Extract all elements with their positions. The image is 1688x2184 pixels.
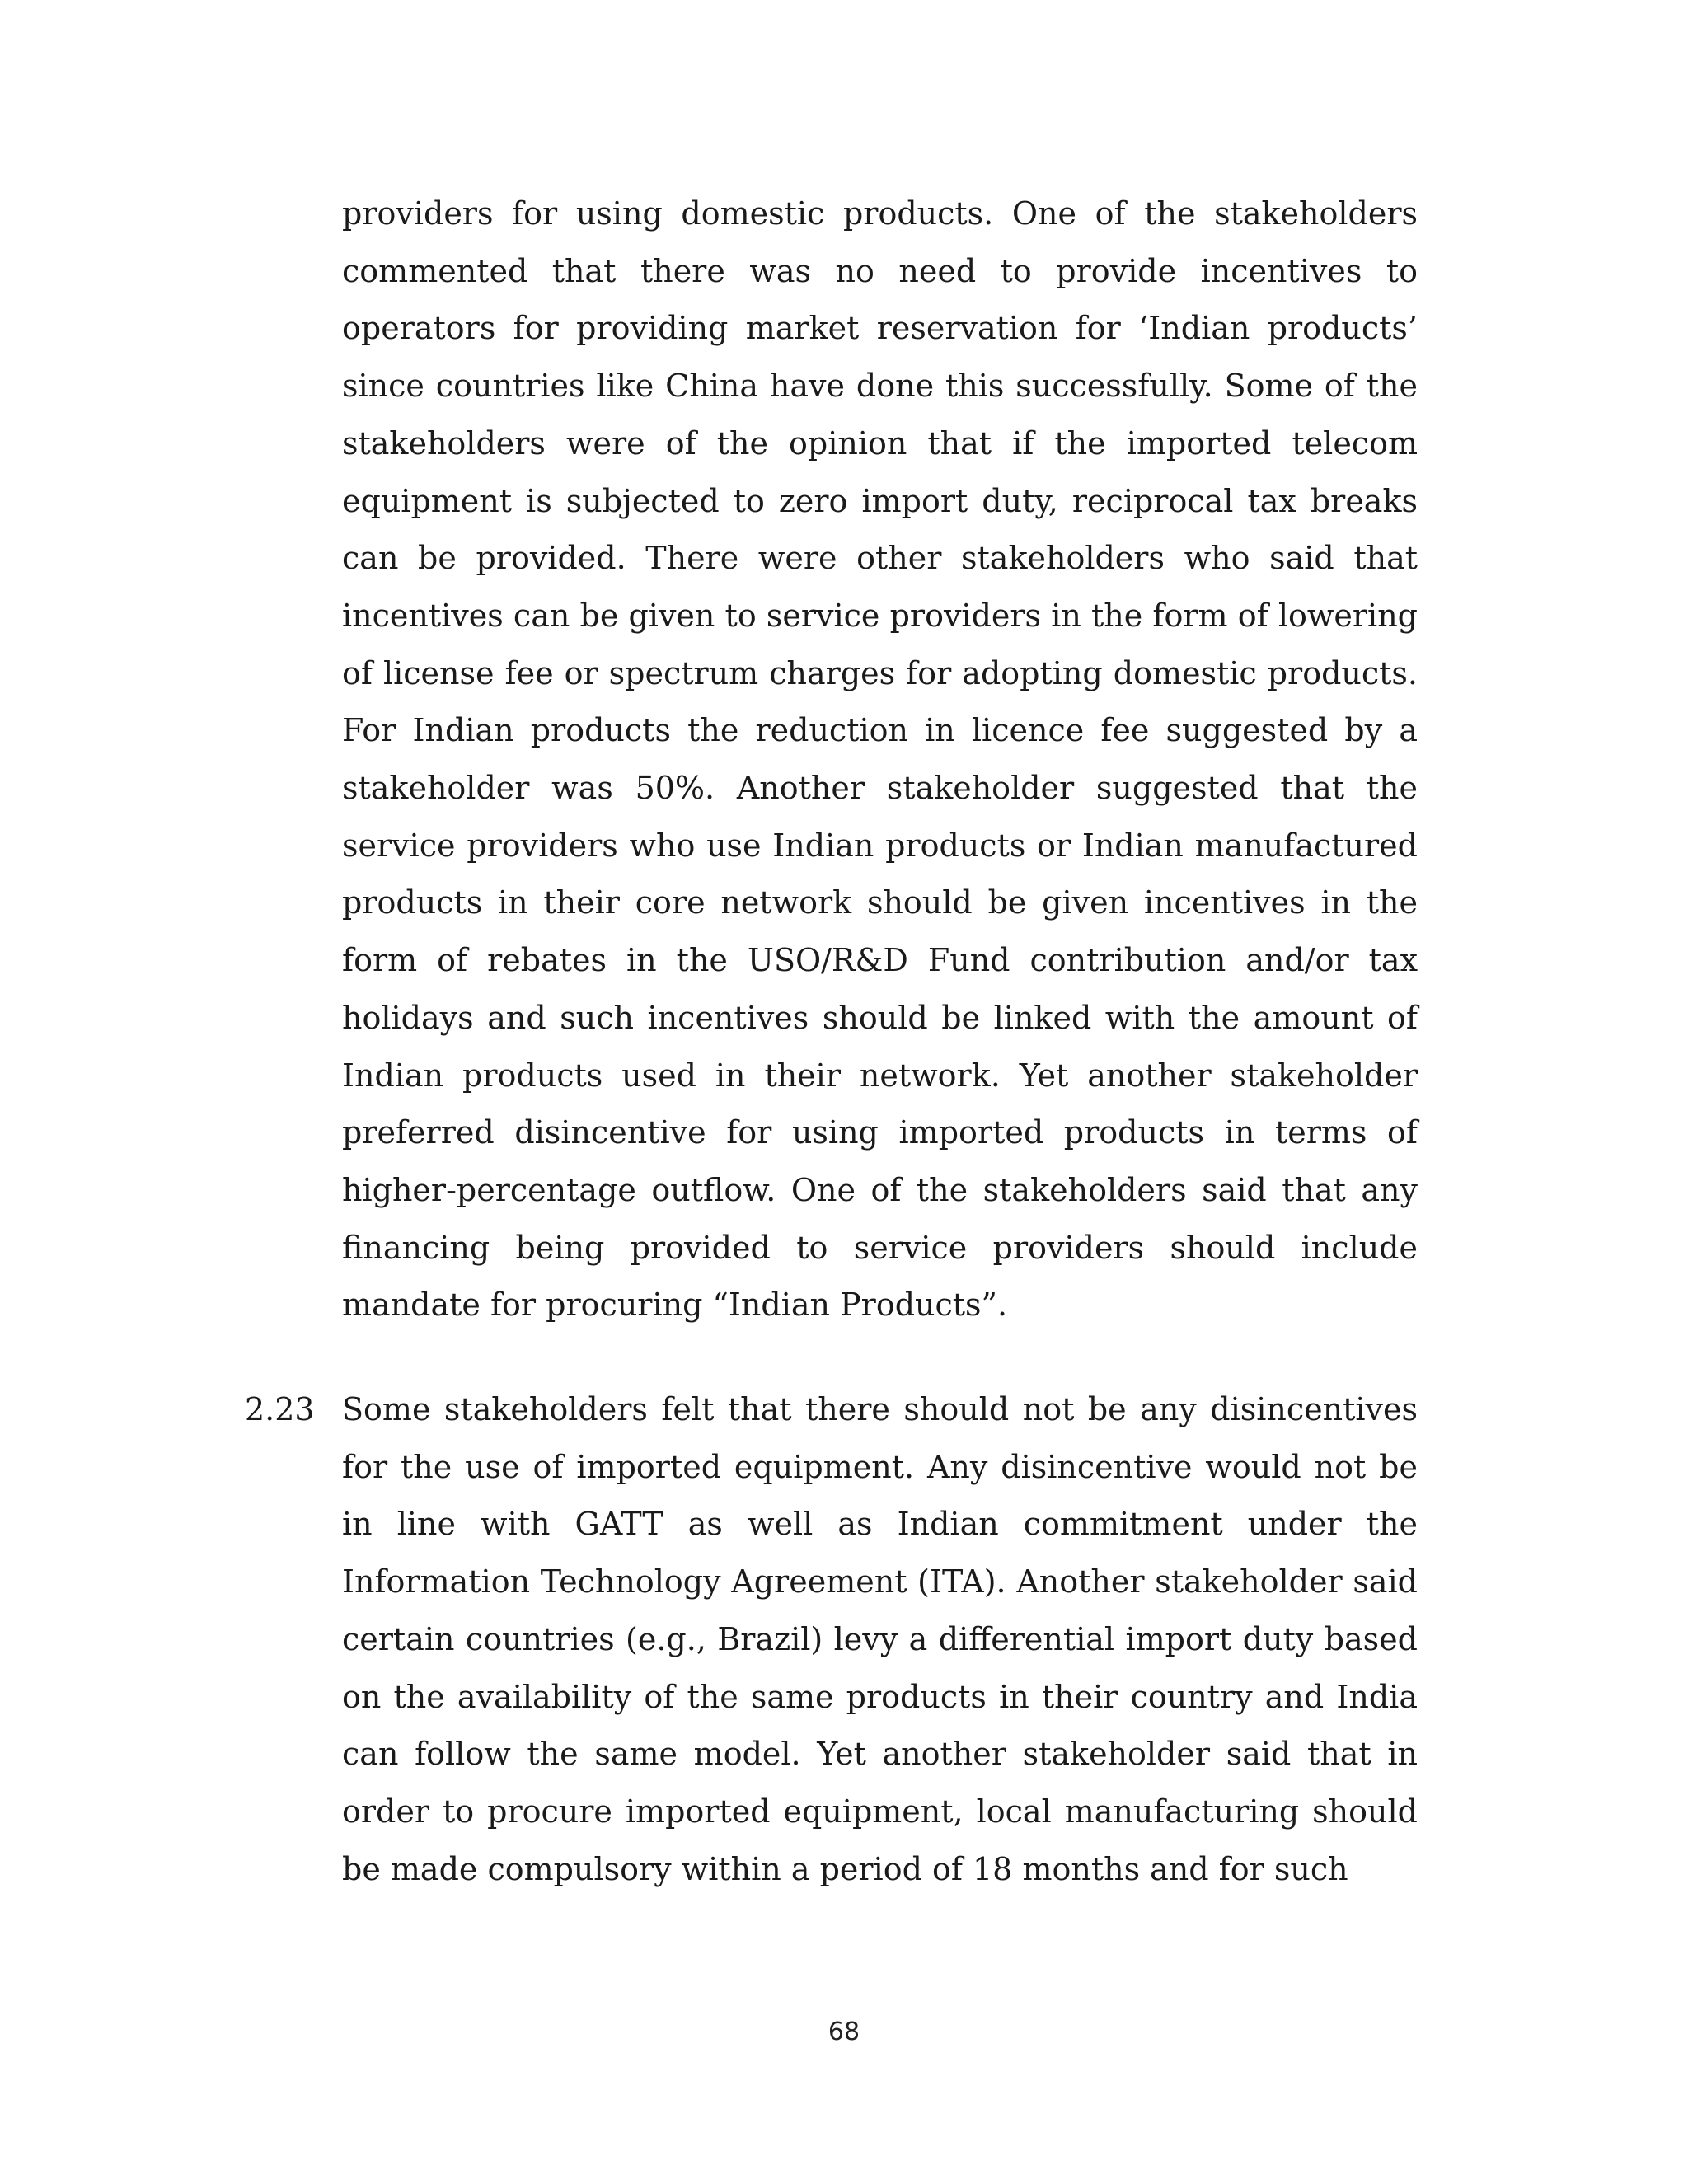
paragraph-2-23: Some stakeholders felt that there should not be any disincentives for the use of imported equipment. Any disincentive would not be in line with GATT as well as Indian commitment under the Information Technology Agreement (ITA). Another stakeholder said certain countries (e.g., Brazil) levy a differential import duty based on the availability of the same products in their country and India can follow the same model. Yet another stakeholder said that in order to procure imported equipment, local manufacturing should be made compulsory within a period of 18 months and for such [342,1391,1418,1887]
page-number: 68 [828,2018,860,2046]
paragraph-continuation: providers for using domestic products. One of the stakeholders commented that there was no need to provide incentives to operators for providing market reservation for ‘Indian products’ since countries like China have done this successfully. Some of the stakeholders were of the opinion that if the imported telecom equipment is subjected to zero import duty, reciprocal tax breaks can be provided. There were other stakeholders who said that incentives can be given to service providers in the form of lowering of license fee or spectrum charges for adopting domestic products. For Indian products the reduction in licence fee suggested by a stakeholder was 50%. Another stakeholder suggested that the service providers who use Indian products or Indian manufactured products in their core network should be given incentives in the form of rebates in the USO/R&D Fund contribution and/or tax holidays and such incentives should be linked with the amount of Indian products used in their network. Yet another stakeholder preferred disincentive for using imported products in terms of higher-percentage outflow. One of the stakeholders said that any financing being provided to service providers should include mandate for procuring “Indian Products”. [342,195,1418,1324]
paragraph-number: 2.23 [245,1391,315,1427]
